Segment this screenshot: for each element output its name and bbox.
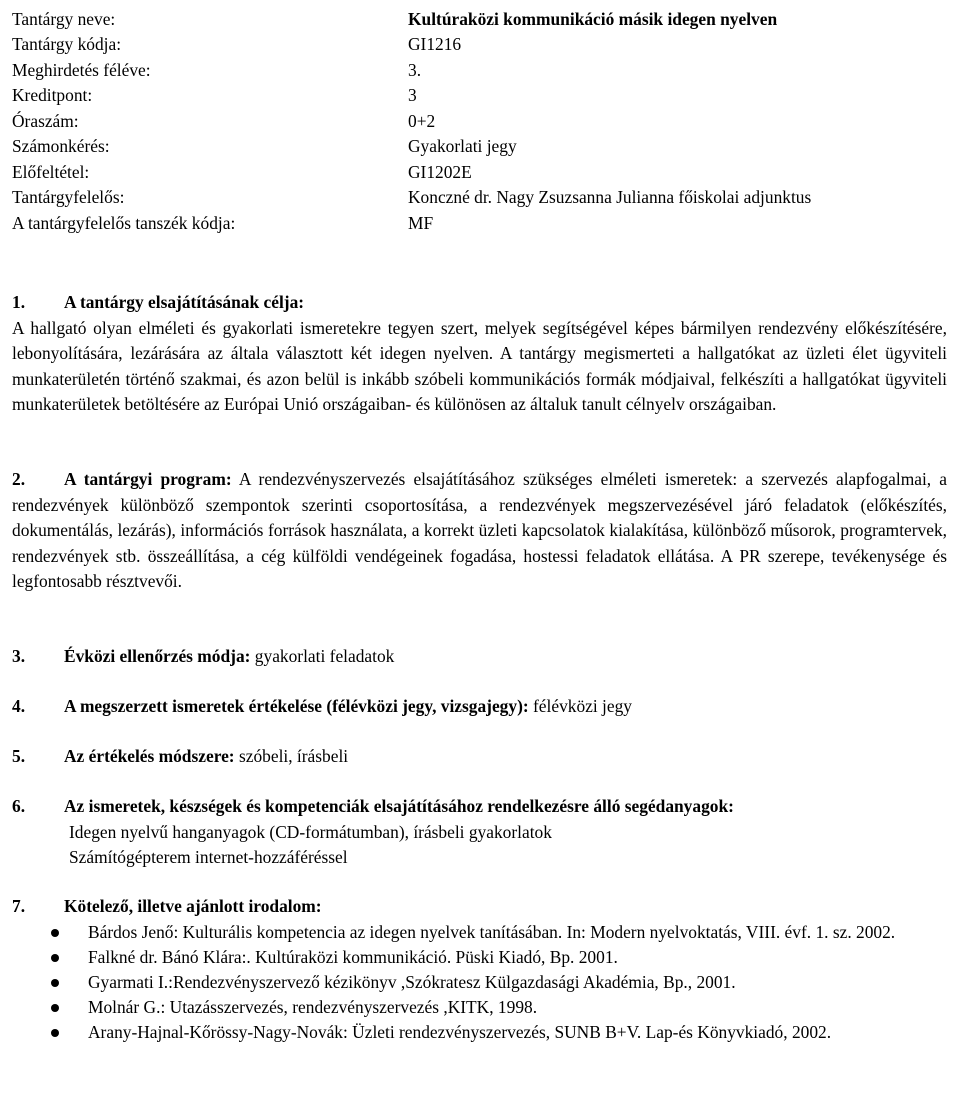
section-paragraph: [12, 744, 947, 770]
literature-text: Gyarmati I.:Rendezvényszervező kézikönyv ,Szókratesz Külgazdasági Akadémia, Bp., 2001.: [88, 971, 736, 992]
info-value: Kultúraközi kommunikáció másik idegen nyelven: [408, 8, 778, 29]
list-item: [12, 995, 947, 1020]
section-heading: [12, 894, 947, 920]
info-row-code: [12, 32, 947, 58]
section-number: 6.: [12, 796, 26, 816]
literature-list: [12, 920, 947, 1045]
section-goal: [12, 290, 947, 418]
info-row-responsible: [12, 185, 947, 211]
section-number: 7.: [12, 896, 26, 916]
info-label: Tantárgy kódja:: [12, 34, 122, 55]
section-title: Az ismeretek, készségek és kompetenciák elsajátításához rendelkezésre álló segédanyagok:: [64, 796, 734, 816]
section-body: gyakorlati feladatok: [254, 646, 395, 666]
literature-text: Arany-Hajnal-Kőrössy-Nagy-Novák: Üzleti rendezvényszervezés, SUNB B+V. Lap-és Könyvkiadó, 2002.: [88, 1021, 832, 1042]
section-number: 2.: [12, 469, 26, 489]
info-label: Tantárgy neve:: [12, 8, 116, 29]
info-label: Számonkérés:: [12, 136, 110, 157]
info-value: GI1202E: [408, 161, 472, 182]
literature-text: Bárdos Jenő: Kulturális kompetencia az idegen nyelvek tanításában. In: Modern nyelvoktatás, VIII. évf. 1. sz. 2002.: [88, 921, 896, 942]
section-literature: [12, 894, 947, 1045]
bullet-icon: [51, 1029, 59, 1037]
section-number: 5.: [12, 746, 26, 766]
list-item: [12, 970, 947, 995]
info-label: Óraszám:: [12, 110, 79, 131]
info-label: Előfeltétel:: [12, 161, 90, 182]
material-line: Idegen nyelvű hanganyagok (CD-formátumban), írásbeli gyakorlatok: [69, 821, 552, 842]
list-item: [12, 1020, 947, 1045]
section-number: 3.: [12, 646, 26, 666]
info-value: 0+2: [408, 110, 436, 131]
section-body: félévközi jegy: [533, 696, 633, 716]
list-item: [12, 945, 947, 970]
section-materials: [12, 794, 947, 871]
section-number: 1.: [12, 292, 26, 312]
info-label: Meghirdetés féléve:: [12, 59, 151, 80]
info-value: Gyakorlati jegy: [408, 136, 517, 157]
info-value: 3: [408, 85, 417, 106]
bullet-icon: [51, 979, 59, 987]
section-program: [12, 467, 947, 595]
section-heading: [12, 290, 947, 316]
info-row-assessment: [12, 134, 947, 160]
bullet-icon: [51, 954, 59, 962]
info-label: A tantárgyfelelős tanszék kódja:: [12, 212, 236, 233]
info-row-prerequisite: [12, 159, 947, 185]
info-row-semester: [12, 57, 947, 83]
section-heading: [12, 794, 947, 820]
section-title: Kötelező, illetve ajánlott irodalom:: [64, 896, 322, 916]
info-label: Kreditpont:: [12, 85, 93, 106]
section-title: Évközi ellenőrzés módja:: [64, 646, 251, 666]
material-line: Számítógépterem internet-hozzáféréssel: [69, 847, 348, 867]
section-midterm-check: [12, 644, 947, 670]
info-row-credit: [12, 83, 947, 109]
course-info-table: [12, 6, 947, 236]
section-body: szóbeli, írásbeli: [238, 746, 349, 766]
list-item: [12, 920, 947, 945]
literature-text: Molnár G.: Utazásszervezés, rendezvényszervezés ,KITK, 1998.: [88, 996, 538, 1017]
bullet-icon: [51, 1004, 59, 1012]
info-value: Konczné dr. Nagy Zsuzsanna Julianna főiskolai adjunktus: [408, 187, 812, 208]
section-paragraph: [12, 467, 947, 595]
section-evaluation: [12, 694, 947, 720]
section-title: A tantárgy elsajátításának célja:: [64, 292, 305, 312]
section-paragraph: [12, 644, 947, 670]
section-title: A tantárgyi program:: [64, 469, 232, 489]
section-body: A hallgató olyan elméleti és gyakorlati ismeretekre tegyen szert, melyek segítségével képes bármilyen rendezvény előkészítésére, lebonyolítására, lezárására az általa választott két idegen nyelven. A tantárgy megismerteti a hallgatókat az üzleti élet ügyviteli munkaterületén történő szakmai, és azon belül is inkább szóbeli kommunikációs formák módjaival, felkészíti a hallgatókat ügyviteli munkaterületek betöltésére az Európai Unió országaiban- és különösen az általuk tanult célnyelv országaiban.: [12, 317, 947, 414]
section-method: [12, 744, 947, 770]
info-row-department: [12, 210, 947, 236]
info-label: Tantárgyfelelős:: [12, 187, 125, 208]
section-number: 4.: [12, 696, 26, 716]
bullet-icon: [51, 929, 59, 937]
section-body: A rendezvényszervezés elsajátításához szükséges elméleti ismeretek: a szervezés alapfogalmai, a rendezvények különböző szempontok szerinti csoportosítása, a rendezvények megszervezésével járó feladatok (előkészítés, dokumentálás, lezárás), információs források használata, a korrekt üzleti kapcsolatok kialakítása, különböző műsorok, programtervek, rendezvények stb. összeállítása, a cég külföldi vendégeinek fogadása, hostessi feladatok ellátása. A PR szerepe, tevékenysége és legfontosabb résztvevői.: [12, 469, 947, 591]
info-value: 3.: [408, 59, 422, 80]
info-row-hours: [12, 108, 947, 134]
document-page: [12, 6, 947, 1042]
literature-text: Falkné dr. Bánó Klára:. Kultúraközi kommunikáció. Püski Kiadó, Bp. 2001.: [88, 946, 618, 967]
section-title: Az értékelés módszere:: [64, 746, 235, 766]
section-title: A megszerzett ismeretek értékelése (félévközi jegy, vizsgajegy):: [64, 696, 529, 716]
info-row-name: [12, 6, 947, 32]
section-paragraph: [12, 694, 947, 720]
info-value: GI1216: [408, 34, 462, 55]
info-value: MF: [408, 212, 434, 233]
